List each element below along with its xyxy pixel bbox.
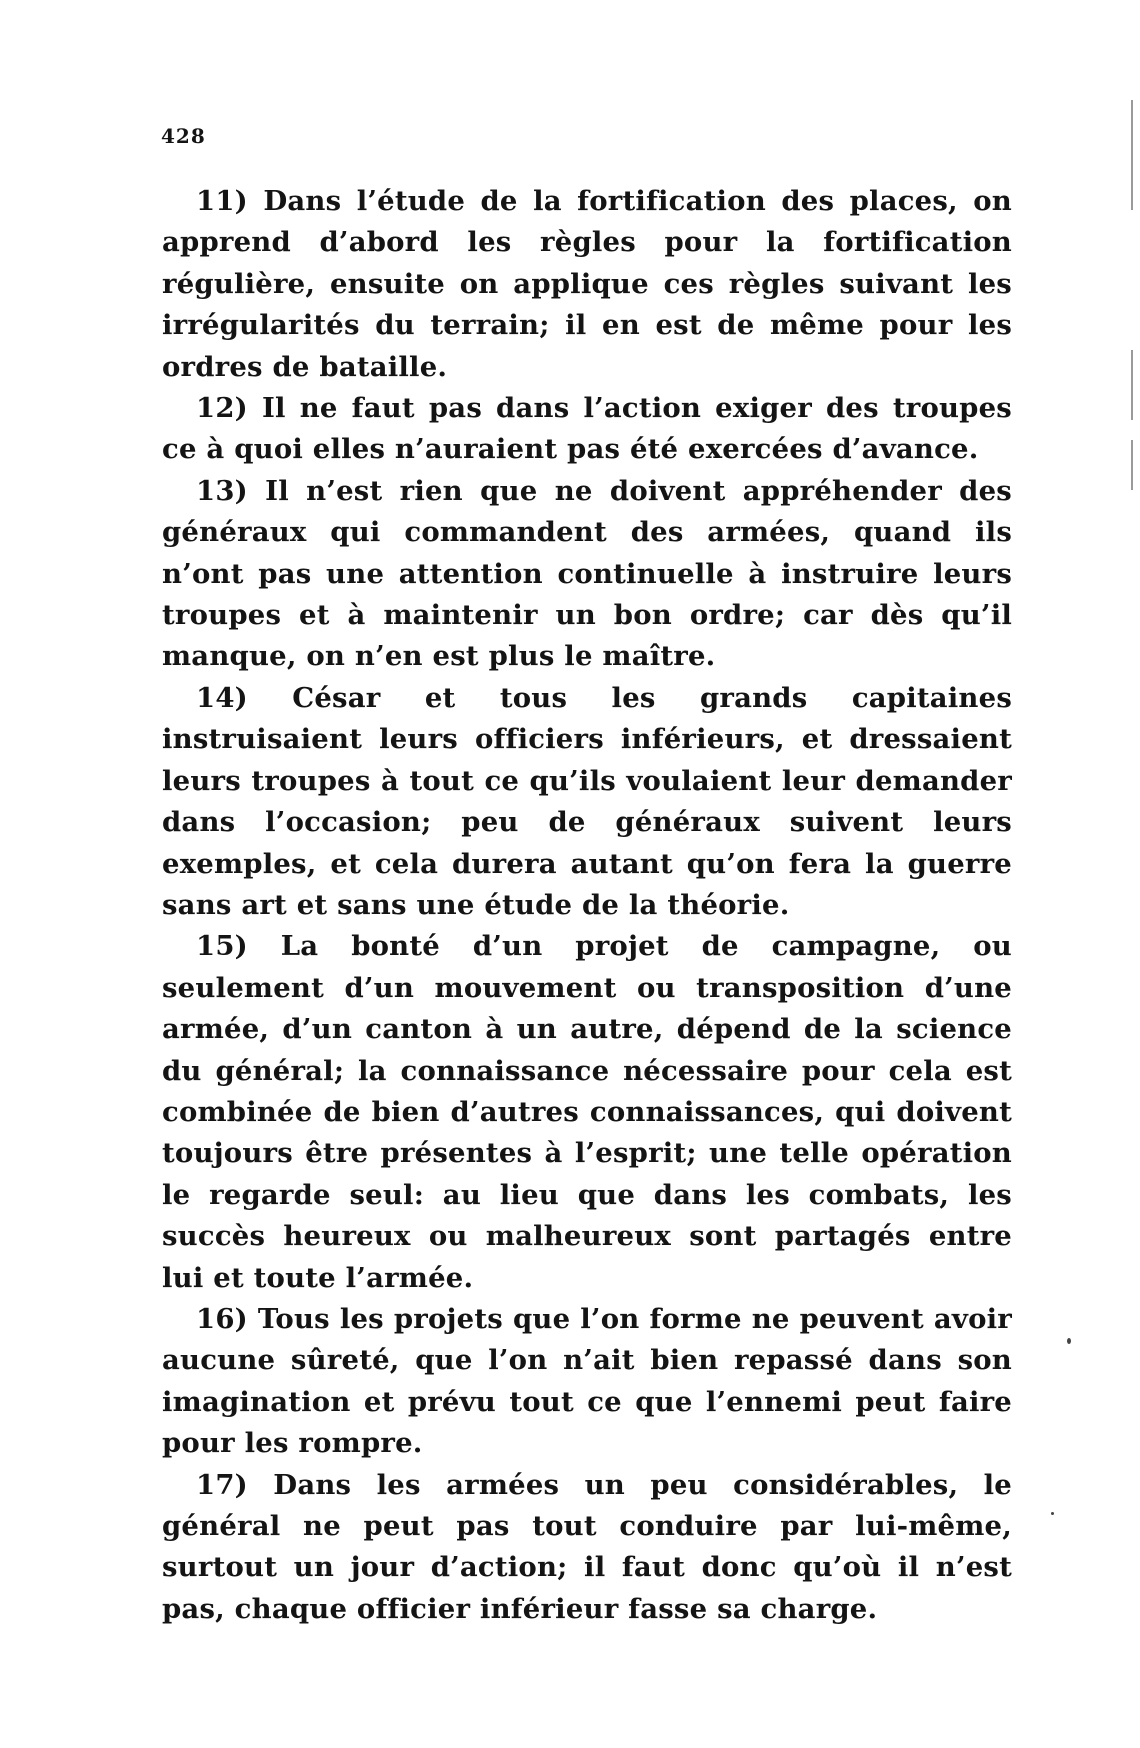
paragraph-16: 16) Tous les projets que l’on forme ne peuvent avoir aucune sûreté, que l’on n’ait bien repassé dans son imagination et prévu tout ce que l’ennemi peut faire pour les rompre. [162, 1302, 1012, 1460]
scan-speck [1067, 1338, 1071, 1344]
text-column [162, 181, 1012, 1630]
paragraph-14: 14) César et tous les grands capitaines instruisaient leurs officiers inférieurs, et dressaient leurs troupes à tout ce qu’ils voulaient leur demander dans l’occasion; peu de généraux suivent leurs exemples, et cela durera autant qu’on fera la guerre sans art et sans une étude de la théorie. [162, 681, 1012, 921]
paragraph-13: 13) Il n’est rien que ne doivent appréhender des généraux qui commandent des armées, quand ils n’ont pas une attention continuelle à instruire leurs troupes et à maintenir un bon ordre; car dès qu’il manque, on n’en est plus le maître. [162, 474, 1012, 673]
paragraph-17: 17) Dans les armées un peu considérables, le général ne peut pas tout conduire par lui-même, surtout un jour d’action; il faut donc qu’où il n’est pas, chaque officier inférieur fasse sa charge. [162, 1468, 1012, 1625]
scan-edge-mark [1131, 440, 1133, 490]
scan-speck [1051, 1512, 1054, 1515]
page-number: 428 [161, 124, 206, 148]
paragraph-11: 11) Dans l’étude de la fortification des places, on apprend d’abord les règles pour la fortification régulière, ensuite on applique ces règles suivant les irrégularités du terrain; il en est de même pour les ordres de bataille. [162, 185, 1012, 383]
scan-edge-mark [1131, 100, 1133, 210]
paragraph-15: 15) La bonté d’un projet de campagne, ou seulement d’un mouvement ou transposition d’une armée, d’un canton à un autre, dépend de la science du général; la connaissance nécessaire pour cela est combinée de bien d’autres connaissances, qui doivent toujours être présentes à l’esprit; une telle opération le regarde seul: au lieu que dans les combats, les succès heureux ou malheureux sont partagés entre lui et toute l’armée. [162, 930, 1012, 1294]
paragraph-12: 12) Il ne faut pas dans l’action exiger des troupes ce à quoi elles n’auraient pas été exercées d’avance. [162, 392, 1012, 466]
scan-edge-mark [1131, 350, 1133, 420]
